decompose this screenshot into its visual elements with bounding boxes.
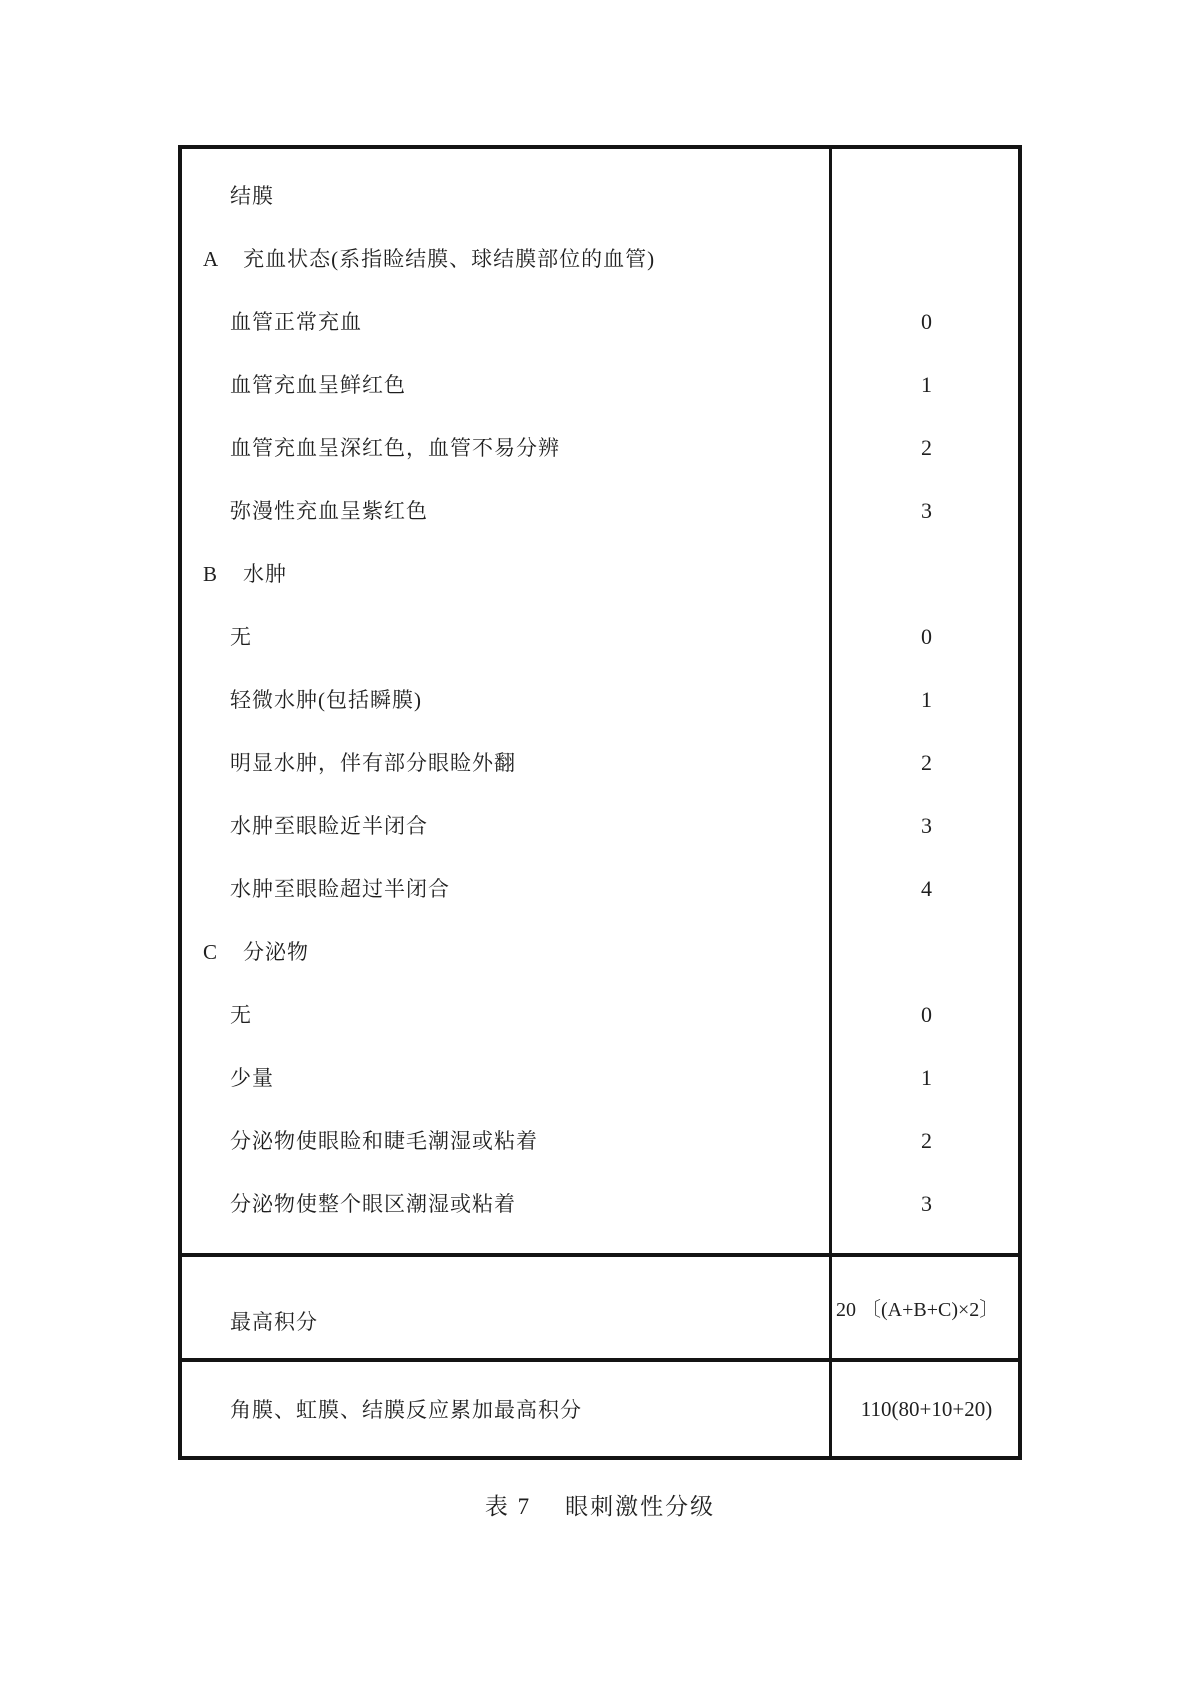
table-row	[182, 543, 1018, 606]
table-row	[182, 984, 1018, 1047]
category-name: 水肿	[243, 561, 287, 586]
row-label: 血管正常充血	[230, 309, 362, 334]
row-score: 2	[921, 435, 932, 461]
row-label: 水肿至眼睑超过半闭合	[230, 876, 450, 901]
summary-score: 110(80+10+20)	[860, 1396, 993, 1421]
table-row	[182, 228, 1018, 291]
table-row	[182, 606, 1018, 669]
table-row	[182, 669, 1018, 732]
category-letter: A	[203, 246, 220, 271]
row-label: 少量	[230, 1065, 274, 1090]
row-label: 弥漫性充血呈紫红色	[230, 498, 428, 523]
column-divider	[829, 149, 832, 1456]
row-score: 3	[921, 813, 932, 839]
table-row	[182, 921, 1018, 984]
table-row	[182, 165, 1018, 228]
row-label: 分泌物使眼睑和睫毛潮湿或粘着	[230, 1128, 538, 1153]
summary-score: 20 〔(A+B+C)×2〕	[836, 1299, 1000, 1321]
row-score: 0	[921, 624, 932, 650]
row-score: 1	[921, 687, 932, 713]
table-row	[182, 1110, 1018, 1173]
table-row	[182, 291, 1018, 354]
table-row	[182, 1173, 1018, 1236]
table-row	[182, 732, 1018, 795]
summary-label: 角膜、虹膜、结膜反应累加最高积分	[230, 1398, 582, 1422]
row-score: 2	[921, 1128, 932, 1154]
summary-section	[182, 1253, 1018, 1456]
row-label: 轻微水肿(包括瞬膜)	[230, 687, 422, 712]
row-label: 无	[230, 1002, 252, 1027]
caption-title: 眼刺激性分级	[565, 1494, 716, 1519]
category-letter: B	[203, 561, 219, 586]
summary-row	[182, 1253, 1018, 1358]
row-score: 1	[921, 1065, 932, 1091]
row-label	[182, 247, 832, 272]
table-caption	[0, 1488, 1200, 1521]
row-label	[182, 562, 832, 587]
row-label: 水肿至眼睑近半闭合	[230, 813, 428, 838]
table-row	[182, 1047, 1018, 1110]
row-label: 血管充血呈深红色，血管不易分辨	[230, 435, 560, 460]
row-score: 4	[921, 876, 932, 902]
table-row	[182, 417, 1018, 480]
main-section	[182, 149, 1018, 1253]
category-letter: C	[203, 939, 219, 964]
row-score: 1	[921, 372, 932, 398]
table-row	[182, 858, 1018, 921]
row-score: 0	[921, 309, 932, 335]
caption-label: 表 7	[484, 1494, 532, 1519]
table-row	[182, 354, 1018, 417]
summary-row	[182, 1358, 1018, 1456]
row-label: 分泌物使整个眼区潮湿或粘着	[230, 1191, 516, 1216]
row-score: 0	[921, 1002, 932, 1028]
row-label: 血管充血呈鲜红色	[230, 372, 406, 397]
table-row	[182, 480, 1018, 543]
eye-irritation-grading-table	[178, 145, 1022, 1460]
summary-label: 最高积分	[230, 1309, 318, 1334]
row-score: 3	[921, 1191, 932, 1217]
row-label	[182, 940, 832, 965]
row-label: 无	[230, 624, 252, 649]
row-label: 结膜	[230, 183, 274, 208]
table-row	[182, 795, 1018, 858]
category-name: 充血状态(系指睑结膜、球结膜部位的血管)	[243, 246, 656, 271]
category-name: 分泌物	[243, 939, 309, 964]
row-score: 2	[921, 750, 932, 776]
row-score: 3	[921, 498, 932, 524]
row-label: 明显水肿，伴有部分眼睑外翻	[230, 750, 516, 775]
